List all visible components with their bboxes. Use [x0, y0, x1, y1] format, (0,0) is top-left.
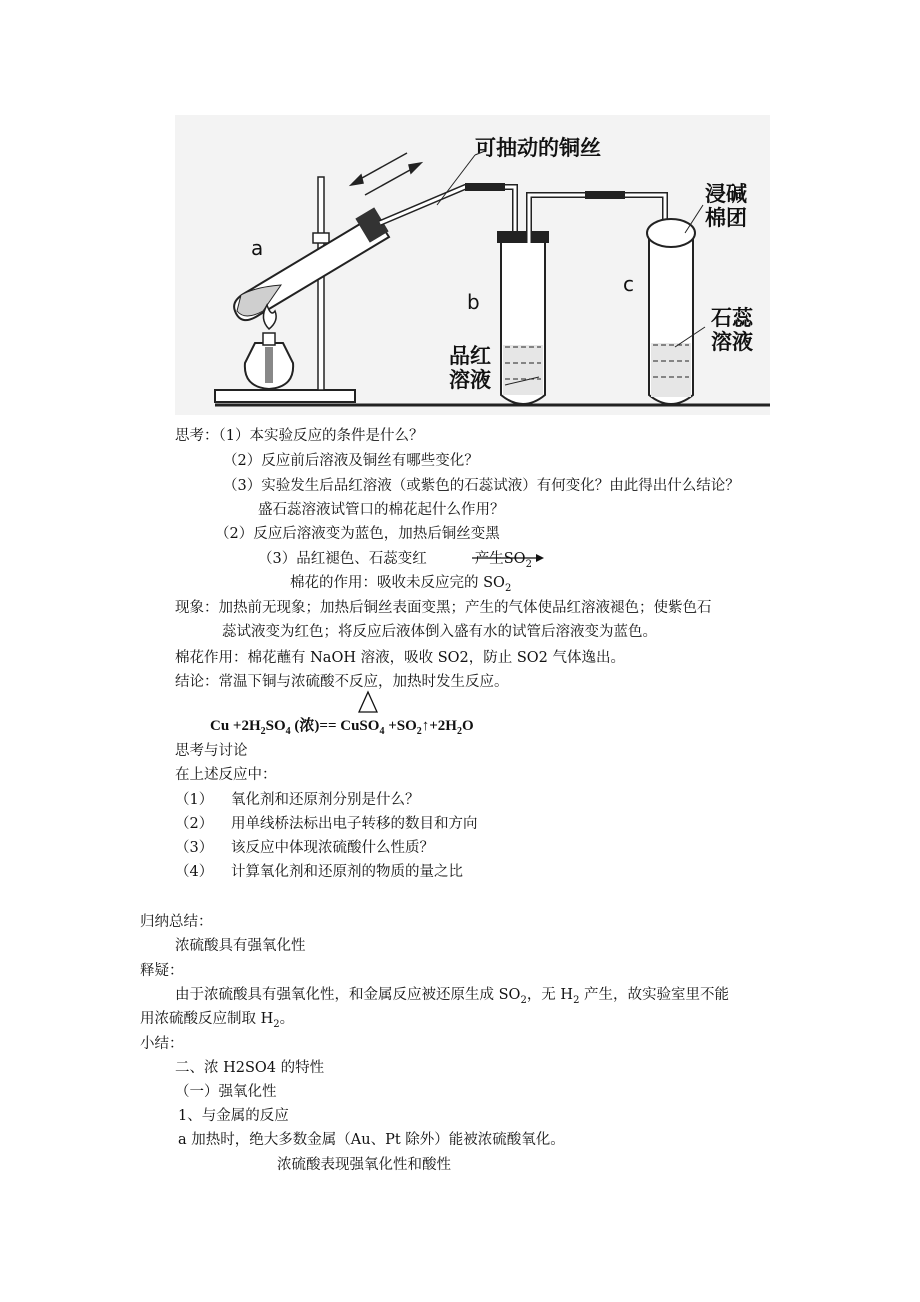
- explain-text-1c: 产生，故实验室里不能: [579, 987, 730, 1003]
- explain-title: 释疑：: [140, 963, 184, 979]
- item-num: （1）: [175, 792, 214, 808]
- explain-text-1b: ，无 H: [526, 987, 574, 1003]
- stand-base: [215, 390, 355, 402]
- discussion-title: 思考与讨论: [175, 743, 248, 759]
- discussion-item: [175, 862, 463, 882]
- eq-sub-5: 2: [456, 726, 462, 737]
- label-a: a: [251, 236, 264, 260]
- item-num: （2）: [175, 816, 214, 832]
- explain-line-2: [140, 1009, 294, 1035]
- think-q3a: （3）实验发生后品红溶液（或紫色的石蕊试液）有何变化？由此得出什么结论？: [223, 478, 740, 494]
- explain-text-2a: 用浓硫酸反应制取 H: [140, 1011, 274, 1027]
- explain-text-2b: 。: [279, 1011, 295, 1027]
- explain-sub-3: 2: [273, 1018, 280, 1030]
- brief-point-b: 浓硫酸表现强氧化性和酸性: [277, 1157, 451, 1173]
- answer-3-text: （3）品红褪色、石蕊变红: [258, 551, 427, 567]
- label-wire: 可抽动的铜丝: [475, 136, 601, 160]
- item-text: 该反应中体现浓硫酸什么性质？: [231, 840, 434, 856]
- item-text: 氧化剂和还原剂分别是什么？: [231, 792, 420, 808]
- cotton-role: 棉花作用：棉花蘸有 NaOH 溶液，吸收 SO2，防止 SO2 气体逸出。: [175, 650, 626, 666]
- label-c: c: [623, 272, 634, 296]
- think-q3b: 盛石蕊溶液试管口的棉花起什么作用？: [258, 502, 505, 518]
- eq-part-5: ↑+2H: [421, 718, 457, 734]
- answer-3-sub: 2: [525, 558, 532, 570]
- answer-3-result: 产生SO: [474, 551, 526, 567]
- eq-part-2: SO: [265, 718, 286, 734]
- phenomenon-line-2: 蕊试液变为红色；将反应后液体倒入盛有水的试管后溶液变为蓝色。: [222, 624, 657, 640]
- label-b: b: [467, 290, 480, 314]
- summary-text: 浓硫酸具有强氧化性: [175, 938, 306, 954]
- answer-3-arrow: [470, 552, 546, 566]
- eq-sub-1: 2: [260, 726, 266, 737]
- brief-heading-4: 1、与金属的反应: [178, 1108, 289, 1124]
- summary-title: 归纳总结：: [140, 914, 213, 930]
- label-cotton-1: 浸碱: [705, 182, 747, 206]
- brief-heading-2: 二、浓 H2SO4 的特性: [175, 1060, 325, 1076]
- explain-sub-1: 2: [520, 994, 527, 1006]
- cotton-ball: [647, 219, 695, 247]
- discussion-item: [175, 814, 478, 834]
- eq-sub-3: 4: [379, 726, 385, 737]
- item-text: 用单线桥法标出电子转移的数目和方向: [231, 816, 478, 832]
- discussion-item: [175, 790, 420, 810]
- explain-sub-2: 2: [573, 994, 580, 1006]
- item-text: 计算氧化剂和还原剂的物质的量之比: [231, 864, 463, 880]
- cotton-function-sub: 2: [504, 582, 512, 594]
- cotton-function-text: 棉花的作用：吸收未反应完的 SO: [290, 575, 505, 591]
- label-cotton-2: 棉团: [705, 206, 747, 230]
- eq-part-1: Cu +2H: [210, 718, 261, 734]
- brief-point-a: a 加热时，绝大多数金属（Au、Pt 除外）能被浓硫酸氧化。: [178, 1132, 565, 1148]
- think-q1: 思考：（1）本实验反应的条件是什么？: [175, 428, 424, 444]
- conclusion: 结论：常温下铜与浓硫酸不反应，加热时发生反应。: [175, 674, 509, 690]
- answer-2: （2）反应后溶液变为蓝色，加热后铜丝变黑: [215, 526, 500, 542]
- eq-part-6: O: [461, 718, 474, 734]
- brief-title: 小结：: [140, 1036, 184, 1052]
- label-pinhong-2: 溶液: [449, 368, 491, 392]
- eq-sub-2: 4: [285, 726, 291, 737]
- eq-sub-4: 2: [416, 726, 422, 737]
- discussion-item: [175, 838, 434, 858]
- heat-triangle-icon: [357, 690, 379, 714]
- brief-heading-3: （一）强氧化性: [175, 1084, 277, 1100]
- apparatus-figure: [175, 115, 770, 415]
- label-pinhong-1: 品红: [449, 344, 491, 368]
- explain-text-1a: 由于浓硫酸具有强氧化性，和金属反应被还原生成 SO: [175, 987, 521, 1003]
- stand-rod: [318, 177, 324, 390]
- test-tube-b: [497, 231, 549, 404]
- discussion-intro: 在上述反应中：: [175, 767, 277, 783]
- reaction-equation: [210, 716, 474, 742]
- phenomenon-line-1: 现象：加热前无现象；加热后铜丝表面变黑；产生的气体使品红溶液褪色；使紫色石: [175, 600, 712, 616]
- cotton-function: [290, 573, 511, 599]
- think-q2: （2）反应前后溶液及铜丝有哪些变化？: [223, 453, 479, 469]
- item-num: （4）: [175, 864, 214, 880]
- item-num: （3）: [175, 840, 214, 856]
- label-litmus-1: 石蕊: [711, 306, 753, 330]
- eq-part-3: (浓)== CuSO: [290, 718, 380, 734]
- label-litmus-2: 溶液: [711, 330, 753, 354]
- test-tube-c: [647, 219, 695, 404]
- eq-part-4: +SO: [384, 718, 417, 734]
- explain-line-1: [175, 985, 729, 1011]
